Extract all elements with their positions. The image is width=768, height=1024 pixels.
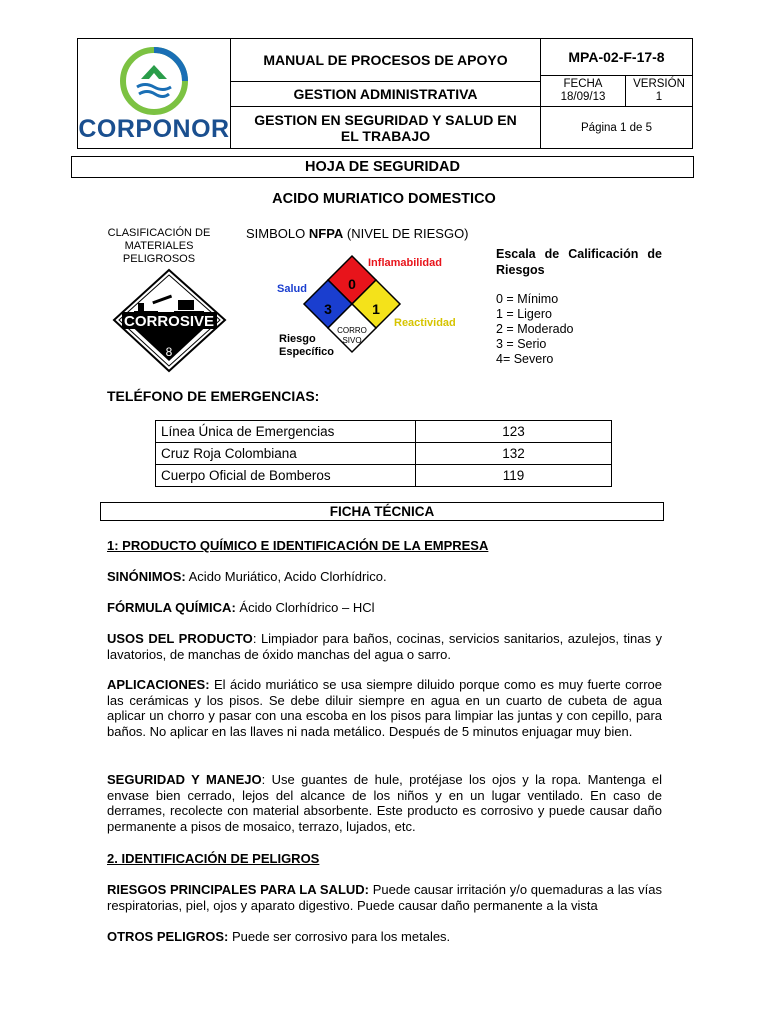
emergency-name: Línea Única de Emergencias	[156, 421, 416, 443]
corrosive-diamond-icon	[112, 268, 227, 373]
sinonimos-text: Acido Muriático, Acido Clorhídrico.	[185, 569, 387, 584]
emergency-number: 119	[416, 465, 612, 487]
page-number: Página 1 de 5	[540, 106, 692, 148]
scale-item: 0 = Mínimo	[496, 292, 559, 306]
nfpa-special-line1: CORRO	[337, 326, 367, 335]
usos-label: USOS DEL PRODUCTO	[107, 631, 253, 646]
scale-item: 3 = Serio	[496, 337, 547, 351]
product-title: ACIDO MURIATICO DOMESTICO	[272, 191, 496, 207]
formula-text: Ácido Clorhídrico – HCl	[235, 600, 375, 615]
seguridad-label: SEGURIDAD Y MANEJO	[107, 772, 262, 787]
fecha-label: FECHA	[563, 78, 603, 90]
emergency-name: Cruz Roja Colombiana	[156, 443, 416, 465]
nfpa-caption-post: (NIVEL DE RIESGO)	[343, 226, 469, 241]
nfpa-riesgo-label: Riesgo Específico	[279, 333, 335, 358]
nfpa-inflamabilidad-label: Inflamabilidad	[368, 257, 442, 269]
version-cell	[625, 75, 692, 106]
version-value: 1	[655, 91, 663, 103]
corponor-logo-icon	[119, 45, 189, 117]
seguridad-text: : Use guantes de hule, protéjase los ojos y la ropa. Mantenga el envase bien cerrado, lejos del alcance de los niños y en un lugar ventilado. En caso de derrames, recolecte con material absorbente. Este producto es corrosivo y puede causar daño permanente a pisos de mosaico, terrazo, lujados, etc.	[107, 772, 662, 834]
formula-paragraph	[107, 600, 662, 616]
emergency-name: Cuerpo Oficial de Bomberos	[156, 465, 416, 487]
nfpa-caption-bold: NFPA	[308, 226, 344, 241]
subarea-title: GESTION EN SEGURIDAD Y SALUD EN EL TRABAJO	[230, 106, 540, 148]
otros-text: Puede ser corrosivo para los metales.	[228, 929, 451, 944]
document-code: MPA-02-F-17-8	[540, 39, 692, 75]
nfpa-salud-label: Salud	[277, 283, 307, 295]
table-row	[156, 443, 612, 465]
scale-list	[496, 292, 573, 367]
logo-text: CORPONOR	[78, 115, 230, 143]
fecha-value: 18/09/13	[560, 91, 606, 103]
nfpa-caption-pre: SIMBOLO	[246, 226, 309, 241]
aplicaciones-paragraph	[107, 677, 662, 739]
aplicaciones-label: APLICACIONES:	[107, 677, 210, 692]
sinonimos-paragraph	[107, 569, 662, 585]
scale-title: Escala de Calificación de Riesgos	[496, 247, 662, 277]
hazmat-class-number: 8	[165, 345, 173, 359]
nfpa-caption	[246, 226, 469, 241]
nfpa-reactividad-label: Reactividad	[394, 317, 456, 329]
usos-text: : Limpiador para baños, cocinas, servicios sanitarios, azulejos, tinas y lavatorios, de manchas de óxido manchas del agua o sarro.	[107, 631, 663, 662]
otros-label: OTROS PELIGROS:	[107, 929, 229, 944]
emergency-heading: TELÉFONO DE EMERGENCIAS:	[107, 388, 320, 404]
nfpa-flammability-value: 0	[348, 276, 356, 292]
manual-title: MANUAL DE PROCESOS DE APOYO	[230, 39, 540, 81]
emergency-table	[155, 420, 612, 487]
corrosive-label: CORROSIVE	[123, 313, 215, 330]
riesgos-text: Puede causar irritación y/o quemaduras a las vías respiratorias, piel, ojos y aparato digestivo. Puede causar daño permanente a la vista	[107, 882, 662, 913]
scale-item: 1 = Ligero	[496, 307, 552, 321]
table-row	[156, 421, 612, 443]
usos-paragraph	[107, 631, 662, 662]
fecha-cell	[540, 75, 625, 106]
area-title: GESTION ADMINISTRATIVA	[230, 81, 540, 106]
seguridad-paragraph	[107, 772, 662, 834]
nfpa-health-value: 3	[324, 301, 332, 317]
section2-title: 2. IDENTIFICACIÓN DE PELIGROS	[107, 851, 320, 866]
scale-item: 2 = Moderado	[496, 322, 574, 336]
riesgos-label: RIESGOS PRINCIPALES PARA LA SALUD:	[107, 882, 369, 897]
nfpa-reactivity-value: 1	[372, 301, 380, 317]
scale-item: 4= Severo	[496, 352, 554, 366]
document-header	[77, 38, 693, 149]
riesgos-paragraph	[107, 882, 662, 913]
otros-paragraph	[107, 929, 662, 945]
logo-block	[78, 39, 230, 148]
table-row	[156, 465, 612, 487]
version-label: VERSIÓN	[633, 78, 685, 90]
nfpa-special-line2: SIVO	[342, 336, 362, 345]
section1-title: 1: PRODUCTO QUÍMICO E IDENTIFICACIÓN DE LA EMPRESA	[107, 538, 489, 553]
sinonimos-label: SINÓNIMOS:	[107, 569, 186, 584]
emergency-number: 123	[416, 421, 612, 443]
emergency-number: 132	[416, 443, 612, 465]
formula-label: FÓRMULA QUÍMICA:	[107, 600, 236, 615]
aplicaciones-text: El ácido muriático se usa siempre diluido porque como es muy fuerte corroe las cerámicas y los pisos. Se debe diluir siempre en agua en un cuarto de cubeta de agua aplicar un chorro y pasar con una escoba en los pisos para limpiar las juntas y con cepillo, para baños. No aplicar en las llaves ni nada metálico. Después de 5 minutos enjuagar muy bien.	[107, 677, 662, 739]
sheet-title: HOJA DE SEGURIDAD	[71, 156, 694, 178]
hazmat-caption: CLASIFICACIÓN DE MATERIALES PELIGROSOS	[107, 227, 211, 265]
ficha-title: FICHA TÉCNICA	[100, 502, 664, 521]
